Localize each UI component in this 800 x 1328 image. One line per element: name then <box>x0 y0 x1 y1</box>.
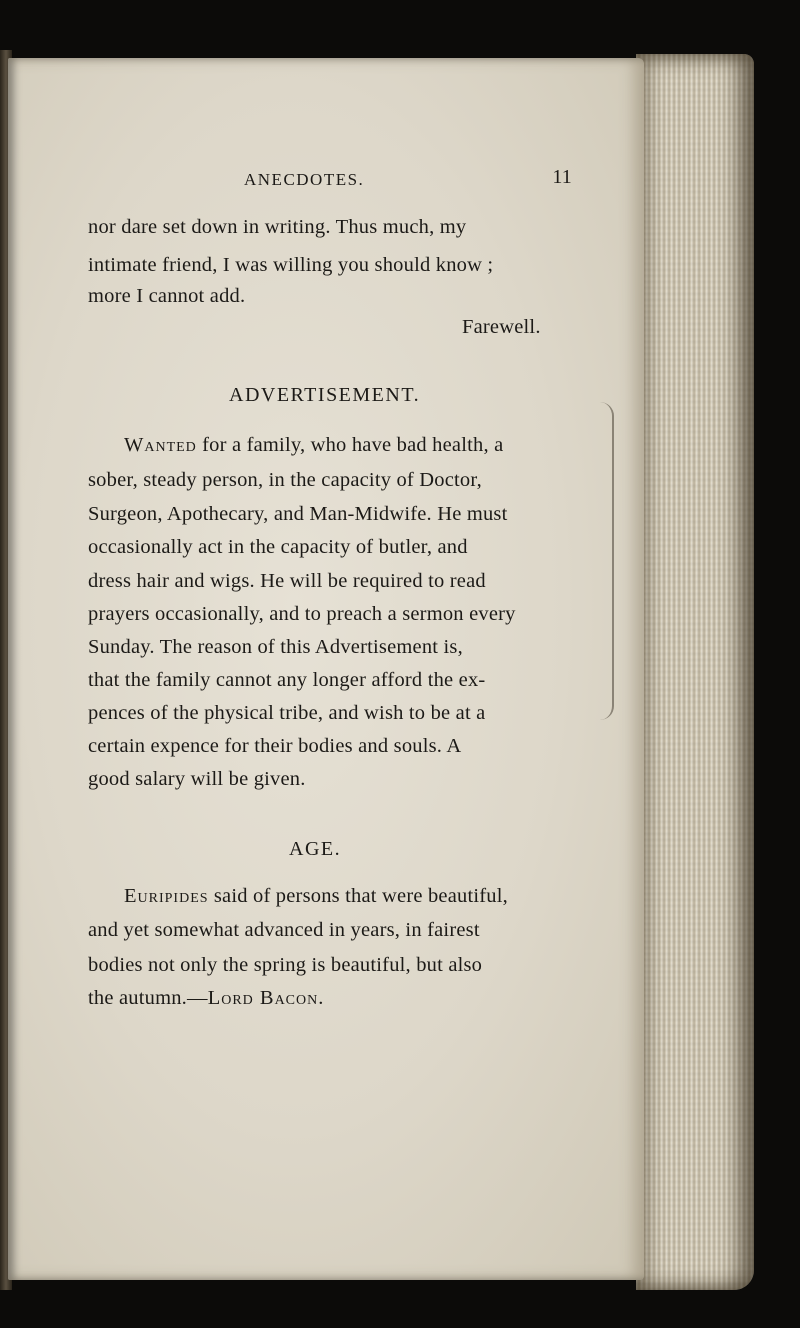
lead-word: Wanted <box>124 434 197 456</box>
page-edges <box>636 54 754 1290</box>
text-line: pences of the physical tribe, and wish to be at a <box>88 702 486 724</box>
page-number: 11 <box>552 166 572 188</box>
text-line <box>124 434 503 457</box>
text-line: bodies not only the spring is beautiful, but also <box>88 954 483 976</box>
text-line: good salary will be given. <box>88 768 306 790</box>
text-line: Surgeon, Apothecary, and Man-Midwife. He must <box>88 503 508 525</box>
lead-rest: for a family, who have bad health, a <box>196 434 504 456</box>
text-line: occasionally act in the capacity of butler, and <box>88 536 468 558</box>
section-heading: ADVERTISEMENT. <box>229 384 421 406</box>
page-header <box>88 164 572 194</box>
text-line: sober, steady person, in the capacity of Doctor, <box>88 469 482 491</box>
text-line: more I cannot add. <box>88 285 246 307</box>
text-line: intimate friend, I was willing you should know ; <box>88 254 494 276</box>
letter-signoff: Farewell. <box>462 316 541 338</box>
running-head: ANECDOTES. <box>244 170 365 189</box>
last-prefix: the autumn.— <box>88 987 208 1009</box>
text-line: prayers occasionally, and to preach a sermon every <box>88 603 516 625</box>
text-line: certain expence for their bodies and souls. A <box>88 735 462 757</box>
margin-pencil-bracket <box>592 402 614 720</box>
text-line: and yet somewhat advanced in years, in fairest <box>88 919 480 941</box>
text-line: nor dare set down in writing. Thus much, my <box>88 216 467 238</box>
lead-word: Euripides <box>124 885 209 907</box>
text-line: that the family cannot any longer afford the ex- <box>88 669 486 691</box>
text-line <box>88 987 324 1010</box>
text-line: Sunday. The reason of this Advertisement is, <box>88 636 463 658</box>
lead-rest: said of persons that were beautiful, <box>208 885 508 907</box>
attribution: Lord Bacon. <box>207 987 325 1009</box>
text-line <box>124 885 508 908</box>
text-line: dress hair and wigs. He will be required to read <box>88 570 486 592</box>
section-heading: AGE. <box>289 838 342 860</box>
